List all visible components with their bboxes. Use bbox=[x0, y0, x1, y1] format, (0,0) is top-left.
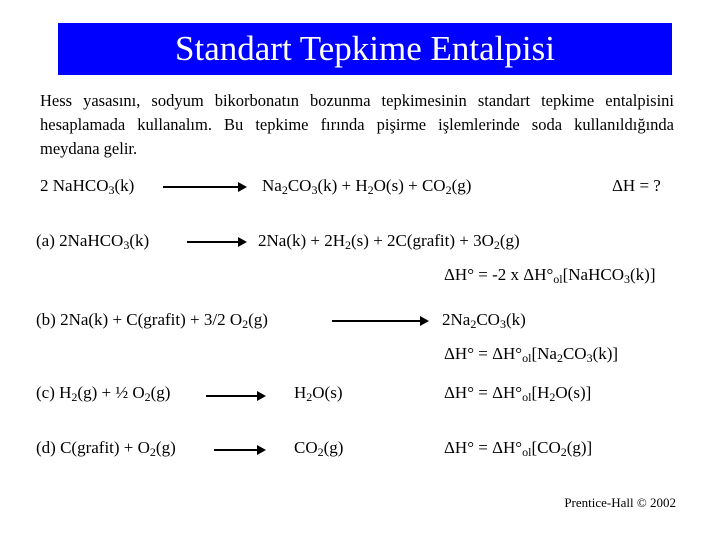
main-reactant: 2 NaHCO$_3$(k) bbox=[40, 176, 135, 197]
step-b-enthalpy: $\Delta H^\circ = \Delta H^\circ_{ol}[Na_2CO_3(k)]$ bbox=[444, 344, 619, 365]
step-a-enthalpy: ΔH° = -2 x $\Delta H^\circ_{ol}[NaHCO_3(k)]$ bbox=[444, 265, 656, 286]
step-a-reactant: (a) 2NaHCO$_3$(k) bbox=[36, 231, 150, 252]
main-product: $Na_2CO_3(k) + H_2O(s) + CO_2(g)$ bbox=[262, 176, 472, 197]
step-a-arrow bbox=[187, 241, 245, 243]
title-bar bbox=[58, 23, 672, 75]
step-a-product: $2Na(k) + 2H_2(s)$ + 2C(grafit) + $3O_2(g)$ bbox=[258, 231, 520, 252]
step-d-arrow bbox=[214, 449, 264, 451]
step-d-enthalpy: $\Delta H^\circ = \Delta H^\circ_{ol}[CO_2(g)]$ bbox=[444, 438, 593, 459]
step-d-product: $CO_2(g)$ bbox=[294, 438, 344, 459]
step-d-reactant: (d) C(grafit) + $O_2(g)$ bbox=[36, 438, 176, 459]
main-enthalpy: ΔH = ? bbox=[612, 176, 661, 195]
main-reaction-arrow bbox=[163, 186, 245, 188]
step-c-reactant: (c) $H_2(g)$ + ½ $O_2(g)$ bbox=[36, 383, 171, 404]
intro-paragraph: Hess yasasını, sodyum bikorbonatın bozunma tepkimesinin standart tepkime entalpisini hesaplamada kullanalım. Bu tepkime fırında pişirme işlemlerinde soda kullanıldığında meydana gelir. bbox=[40, 91, 674, 158]
step-c-arrow bbox=[206, 395, 264, 397]
step-b-reactant: (b) 2Na(k) + C(grafit) + 3/2 $O_2(g)$ bbox=[36, 310, 268, 331]
step-b-arrow bbox=[332, 320, 427, 322]
credit-text: Prentice-Hall © 2002 bbox=[564, 495, 676, 510]
step-c-product: $H_2O(s)$ bbox=[294, 383, 343, 404]
step-b-product: $2Na_2CO_3(k)$ bbox=[442, 310, 526, 331]
step-c-enthalpy: $\Delta H^\circ = \Delta H^\circ_{ol}[H_2O(s)]$ bbox=[444, 383, 592, 404]
slide-title: Standart Tepkime Entalpisi bbox=[175, 29, 555, 68]
